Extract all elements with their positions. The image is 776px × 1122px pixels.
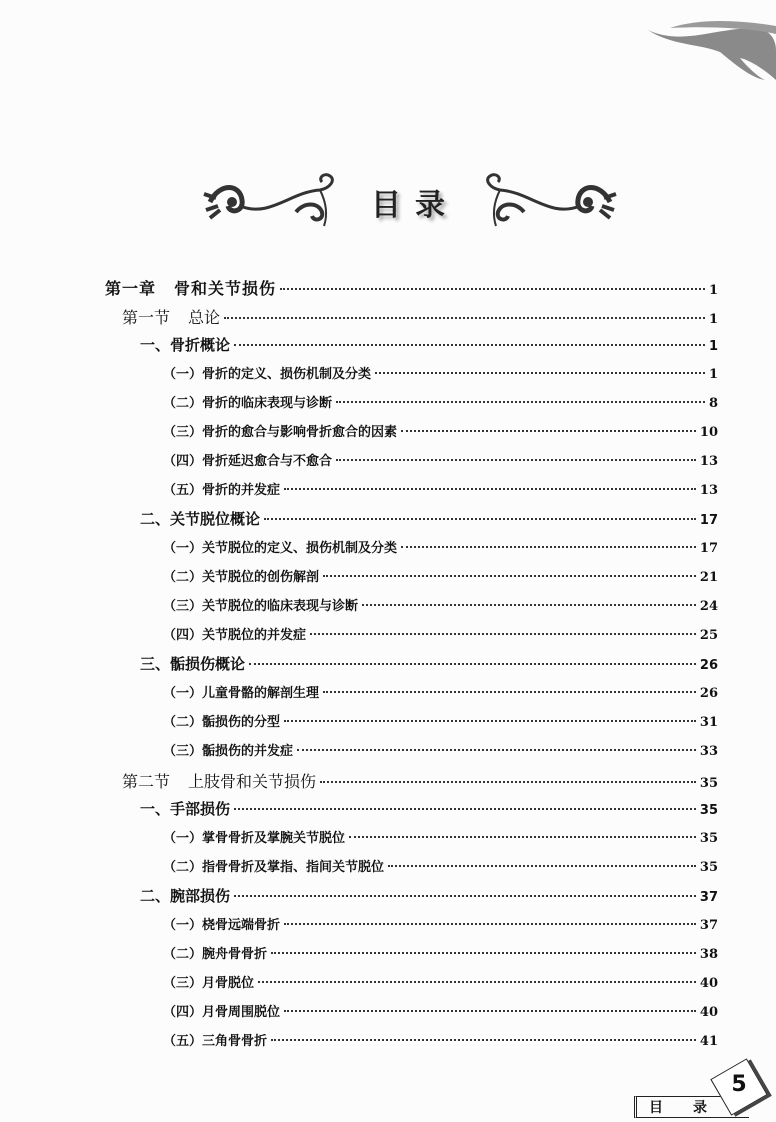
leader-dots [271, 1039, 696, 1041]
page-number: 37 [699, 890, 718, 905]
leader-dots [320, 781, 696, 783]
leader-dots [234, 344, 705, 346]
toc-entry-subheading[interactable] [163, 624, 718, 650]
page-number: 1 [708, 367, 718, 382]
section-title: 总论 [188, 308, 221, 327]
entry-title: （二）骺损伤的分型 [163, 715, 281, 730]
toc-entry-heading[interactable] [140, 334, 718, 360]
toc-entry-subheading[interactable] [163, 740, 718, 766]
leader-dots [284, 1010, 696, 1012]
page-number: 35 [699, 803, 718, 818]
toc-entry-subheading[interactable] [163, 682, 718, 708]
leader-dots [271, 952, 696, 954]
chapter-number: 第一章 [105, 279, 157, 298]
page-number: 21 [699, 570, 718, 585]
page-number: 17 [699, 541, 718, 556]
page-number: 38 [699, 947, 718, 962]
page-number: 35 [699, 776, 718, 791]
footer-label: 录 [693, 1100, 707, 1116]
toc-entry-subheading[interactable] [163, 537, 718, 563]
toc-entry-subheading[interactable] [163, 827, 718, 853]
leader-dots [258, 981, 696, 983]
entry-title: （四）关节脱位的并发症 [163, 628, 307, 643]
page-number: 13 [699, 454, 718, 469]
entry-title: （四）月骨周围脱位 [163, 1005, 281, 1020]
page-number: 37 [699, 918, 718, 933]
entry-title: （一）骨折的定义、损伤机制及分类 [163, 367, 372, 382]
leader-dots [284, 720, 696, 722]
entry-title: （五）骨折的并发症 [163, 483, 281, 498]
page-number: 35 [699, 831, 718, 846]
entry-title: （三）骺损伤的并发症 [163, 744, 294, 759]
leader-dots [264, 518, 696, 520]
page-footer [630, 1058, 776, 1122]
toc-entry-subheading[interactable] [163, 711, 718, 737]
leader-dots [234, 808, 696, 810]
toc-entry-subheading[interactable] [163, 479, 718, 505]
toc-entry-heading[interactable] [140, 653, 718, 679]
page-number: 13 [699, 483, 718, 498]
page-number: 1 [708, 283, 718, 298]
toc-entry-subheading[interactable] [163, 363, 718, 389]
toc-title-banner [200, 168, 620, 238]
entry-title: （二）关节脱位的创伤解剖 [163, 570, 320, 585]
entry-title: （三）月骨脱位 [163, 976, 255, 991]
entry-title: 一、骨折概论 [140, 336, 231, 354]
toc-entry-subheading[interactable] [163, 1001, 718, 1027]
leader-dots [336, 401, 705, 403]
leader-dots [234, 895, 696, 897]
decorative-swoosh-icon [600, 0, 776, 110]
entry-title: 三、骺损伤概论 [140, 655, 246, 673]
page-number: 35 [699, 860, 718, 875]
page-number: 1 [708, 339, 718, 354]
entry-title: 一、手部损伤 [140, 800, 231, 818]
leader-dots [323, 691, 696, 693]
toc-entry-subheading[interactable] [163, 856, 718, 882]
leader-dots [284, 488, 696, 490]
leader-dots [401, 546, 696, 548]
toc-entry-subheading[interactable] [163, 972, 718, 998]
toc-entry-chapter[interactable] [105, 276, 718, 302]
page-number: 41 [699, 1034, 718, 1049]
toc-entry-subheading[interactable] [163, 421, 718, 447]
page-number: 1 [708, 312, 718, 327]
leader-dots [401, 430, 696, 432]
footer-label: 目 [649, 1100, 663, 1116]
leader-dots [349, 836, 696, 838]
entry-title: （二）骨折的临床表现与诊断 [163, 396, 333, 411]
leader-dots [249, 663, 696, 665]
leader-dots [375, 372, 705, 374]
page-number: 25 [699, 628, 718, 643]
toc-entry-heading[interactable] [140, 798, 718, 824]
entry-title: （三）骨折的愈合与影响骨折愈合的因素 [163, 425, 398, 440]
toc-entry-subheading[interactable] [163, 450, 718, 476]
page-number: 24 [699, 599, 718, 614]
toc-entry-subheading[interactable] [163, 1030, 718, 1056]
toc-entry-subheading[interactable] [163, 914, 718, 940]
toc-entry-subheading[interactable] [163, 566, 718, 592]
leader-dots [388, 865, 696, 867]
toc-entry-subheading[interactable] [163, 595, 718, 621]
entry-title: （四）骨折延迟愈合与不愈合 [163, 454, 333, 469]
page-number: 33 [699, 744, 718, 759]
ornament-scroll-icon [480, 172, 620, 232]
section-number: 第一节 [122, 308, 171, 327]
entry-title: 二、腕部损伤 [140, 887, 231, 905]
page-number: 10 [699, 425, 718, 440]
page-number: 8 [708, 396, 718, 411]
entry-title: （三）关节脱位的临床表现与诊断 [163, 599, 359, 614]
page-number: 40 [699, 976, 718, 991]
toc-entry-subheading[interactable] [163, 943, 718, 969]
leader-dots [336, 459, 696, 461]
leader-dots [284, 923, 696, 925]
footer-page-number: 5 [731, 1072, 747, 1097]
entry-title: （一）掌骨骨折及掌腕关节脱位 [163, 831, 346, 846]
page-number: 40 [699, 1005, 718, 1020]
page-number: 17 [699, 513, 718, 528]
entry-title: （一）关节脱位的定义、损伤机制及分类 [163, 541, 398, 556]
toc-entry-section[interactable] [122, 769, 718, 795]
chapter-title: 骨和关节损伤 [174, 279, 277, 298]
page-number: 26 [699, 686, 718, 701]
toc-entry-section[interactable] [122, 305, 718, 331]
toc-entry-heading[interactable] [140, 508, 718, 534]
leader-dots [362, 604, 696, 606]
toc-entry-heading[interactable] [140, 885, 718, 911]
ornament-scroll-icon [200, 172, 340, 232]
page-title: 目录 [371, 188, 459, 223]
leader-dots [297, 749, 696, 751]
entry-title: （一）桡骨远端骨折 [163, 918, 281, 933]
leader-dots [323, 575, 696, 577]
entry-title: 二、关节脱位概论 [140, 510, 261, 528]
leader-dots [224, 317, 705, 319]
toc-entry-subheading[interactable] [163, 392, 718, 418]
section-number: 第二节 [122, 772, 171, 791]
section-title: 上肢骨和关节损伤 [188, 772, 317, 791]
entry-title: （五）三角骨骨折 [163, 1034, 268, 1049]
page-number: 26 [699, 658, 718, 673]
entry-title: （二）指骨骨折及掌指、指间关节脱位 [163, 860, 385, 875]
leader-dots [310, 633, 696, 635]
entry-title: （二）腕舟骨骨折 [163, 947, 268, 962]
leader-dots [280, 288, 705, 290]
page-number: 31 [699, 715, 718, 730]
entry-title: （一）儿童骨骼的解剖生理 [163, 686, 320, 701]
